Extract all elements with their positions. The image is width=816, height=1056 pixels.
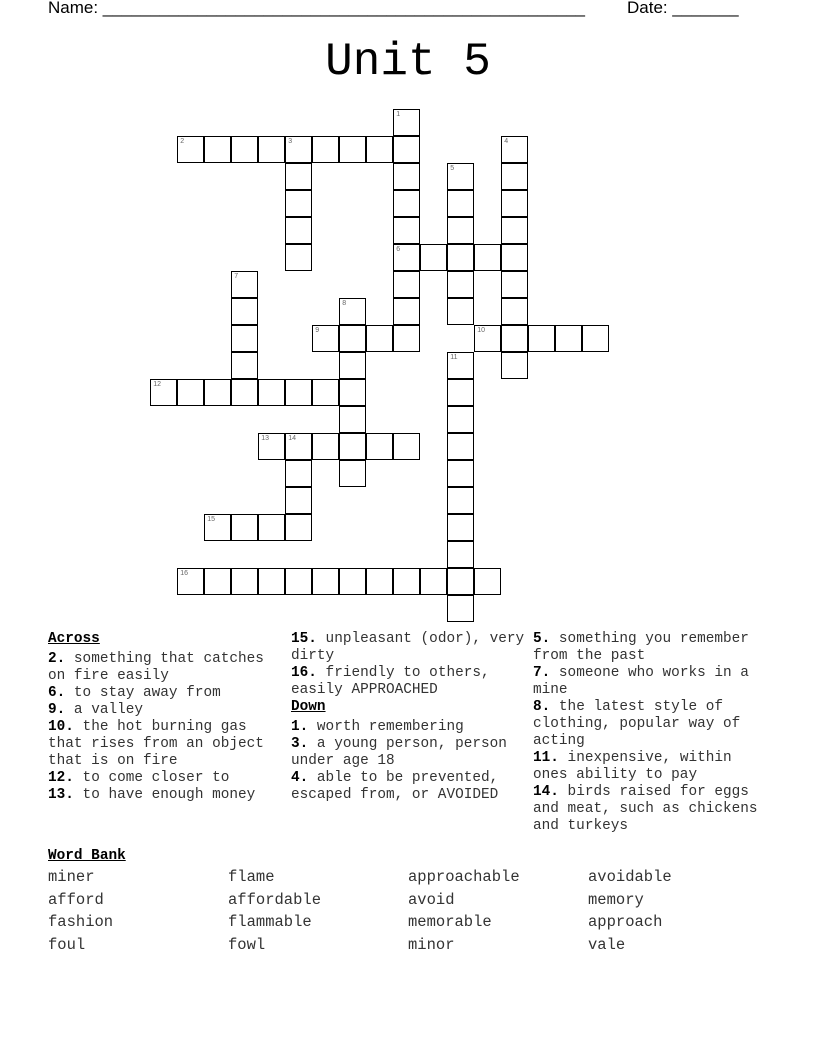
crossword-cell[interactable]: [474, 568, 501, 595]
crossword-cell[interactable]: [501, 244, 528, 271]
clue-number: 4: [504, 138, 509, 146]
crossword-cell[interactable]: [231, 136, 258, 163]
word-bank-item: fashion: [48, 913, 114, 932]
across-clue: 12. to come closer to: [48, 770, 230, 786]
crossword-cell[interactable]: [312, 568, 339, 595]
clue-number: 10: [477, 327, 486, 335]
down-clue: 8. the latest style of clothing, popular way of acting: [533, 699, 741, 749]
crossword-cell[interactable]: [447, 487, 474, 514]
crossword-cell[interactable]: [285, 460, 312, 487]
crossword-cell[interactable]: [204, 514, 231, 541]
down-clue: 1. worth remembering: [291, 719, 464, 735]
crossword-cell[interactable]: [501, 352, 528, 379]
crossword-cell[interactable]: [231, 325, 258, 352]
down-clue: 3. a young person, person under age 18: [291, 736, 507, 769]
crossword-cell[interactable]: [501, 136, 528, 163]
crossword-cell[interactable]: [447, 298, 474, 325]
crossword-cell[interactable]: [447, 595, 474, 622]
clues-column-3: [533, 631, 773, 835]
crossword-cell[interactable]: [501, 271, 528, 298]
crossword-cell[interactable]: [258, 433, 285, 460]
page-title: Unit 5: [325, 36, 491, 88]
down-clue: 11. inexpensive, within ones ability to pay: [533, 750, 732, 783]
clue-number: 15: [207, 516, 216, 524]
clue-number: 13: [261, 435, 270, 443]
across-clue: 2. something that catches on fire easily: [48, 651, 264, 684]
crossword-cell[interactable]: [204, 568, 231, 595]
crossword-cell[interactable]: [285, 244, 312, 271]
clue-number: 5: [450, 165, 455, 173]
crossword-cell[interactable]: [420, 244, 447, 271]
crossword-cell[interactable]: [312, 325, 339, 352]
word-bank-item: approach: [588, 913, 663, 932]
clues-column-1: [48, 631, 283, 804]
crossword-cell[interactable]: [339, 325, 366, 352]
crossword-cell[interactable]: [339, 352, 366, 379]
word-bank-item: miner: [48, 868, 95, 886]
crossword-cell[interactable]: [393, 109, 420, 136]
across-clue: 15. unpleasant (odor), very dirty: [291, 631, 525, 664]
crossword-cell[interactable]: [447, 163, 474, 190]
across-clue: 13. to have enough money: [48, 787, 256, 803]
crossword-cell[interactable]: [393, 298, 420, 325]
crossword-cell[interactable]: [555, 325, 582, 352]
word-bank-item: affordable: [228, 890, 322, 909]
crossword-cell[interactable]: [285, 217, 312, 244]
crossword-cell[interactable]: [393, 163, 420, 190]
clues-column-2: [291, 631, 526, 804]
crossword-cell[interactable]: [447, 190, 474, 217]
crossword-cell[interactable]: [258, 136, 285, 163]
crossword-cell[interactable]: [420, 568, 447, 595]
crossword-cell[interactable]: [231, 514, 258, 541]
crossword-cell[interactable]: [393, 244, 420, 271]
crossword-cell[interactable]: [177, 136, 204, 163]
crossword-cell[interactable]: [285, 514, 312, 541]
crossword-cell[interactable]: [312, 379, 339, 406]
crossword-cell[interactable]: [285, 379, 312, 406]
crossword-cell[interactable]: [231, 352, 258, 379]
clue-number: 1: [396, 111, 401, 119]
clue-number: 16: [180, 570, 189, 578]
down-clue: 7. someone who works in a mine: [533, 665, 749, 698]
crossword-cell[interactable]: [366, 136, 393, 163]
crossword-cell[interactable]: [501, 217, 528, 244]
crossword-cell[interactable]: [285, 568, 312, 595]
word-bank-item: flame: [228, 868, 275, 886]
down-clue: 5. something you remember from the past: [533, 631, 749, 664]
crossword-cell[interactable]: [447, 433, 474, 460]
crossword-cell[interactable]: [285, 487, 312, 514]
crossword-cell[interactable]: [447, 514, 474, 541]
word-bank-item: memory: [588, 890, 644, 909]
crossword-cell[interactable]: [501, 298, 528, 325]
crossword-cell[interactable]: [501, 190, 528, 217]
clue-number: 14: [288, 435, 297, 443]
word-bank-item: avoidable: [588, 868, 672, 886]
crossword-cell[interactable]: [339, 460, 366, 487]
crossword-cell[interactable]: [231, 298, 258, 325]
crossword-cell[interactable]: [582, 325, 609, 352]
crossword-cell[interactable]: [339, 136, 366, 163]
crossword-cell[interactable]: [393, 271, 420, 298]
word-bank-item: vale: [588, 936, 626, 955]
crossword-cell[interactable]: [447, 271, 474, 298]
crossword-cell[interactable]: [285, 190, 312, 217]
crossword-cell[interactable]: [447, 379, 474, 406]
crossword-cell[interactable]: [204, 379, 231, 406]
crossword-cell[interactable]: [285, 163, 312, 190]
crossword-cell[interactable]: [150, 379, 177, 406]
crossword-cell[interactable]: [285, 136, 312, 163]
crossword-cell[interactable]: [366, 433, 393, 460]
word-bank-item: flammable: [228, 913, 312, 932]
crossword-cell[interactable]: [366, 325, 393, 352]
crossword-cell[interactable]: [393, 325, 420, 352]
crossword-cell[interactable]: [339, 433, 366, 460]
crossword-cell[interactable]: [447, 406, 474, 433]
word-bank-item: afford: [48, 890, 104, 909]
word-bank-item: minor: [408, 936, 455, 955]
crossword-cell[interactable]: [312, 433, 339, 460]
crossword-cell[interactable]: [501, 163, 528, 190]
word-bank-item: approachable: [408, 868, 520, 886]
crossword-cell[interactable]: [204, 136, 231, 163]
down-heading: Down: [291, 699, 326, 715]
clue-number: 6: [396, 246, 401, 254]
crossword-cell[interactable]: [339, 379, 366, 406]
clue-number: 7: [234, 273, 239, 281]
crossword-cell[interactable]: [474, 325, 501, 352]
clue-number: 3: [288, 138, 293, 146]
crossword-cell[interactable]: [231, 271, 258, 298]
crossword-cell[interactable]: [393, 217, 420, 244]
crossword-cell[interactable]: [501, 325, 528, 352]
crossword-cell[interactable]: [258, 379, 285, 406]
clue-number: 2: [180, 138, 185, 146]
crossword-cell[interactable]: [528, 325, 555, 352]
across-clue: 9. a valley: [48, 702, 144, 718]
name-field-label: Name: ___________________________________________________: [48, 0, 585, 17]
word-bank-item: fowl: [228, 936, 266, 955]
crossword-cell[interactable]: [366, 568, 393, 595]
crossword-cell[interactable]: [447, 568, 474, 595]
across-heading: Across: [48, 631, 100, 647]
word-bank-title: Word Bank: [48, 848, 126, 864]
word-bank-item: foul: [48, 936, 86, 955]
down-clue: 4. able to be prevented, escaped from, or AVOIDED: [291, 770, 499, 803]
clue-number: 9: [315, 327, 320, 335]
crossword-cell[interactable]: [339, 406, 366, 433]
across-clue: 16. friendly to others, easily APPROACHED: [291, 665, 490, 698]
crossword-cell[interactable]: [393, 190, 420, 217]
crossword-cell[interactable]: [447, 541, 474, 568]
across-clue: 10. the hot burning gas that rises from an object that is on fire: [48, 719, 264, 769]
down-clue: 14. birds raised for eggs and meat, such as chickens and turkeys: [533, 784, 758, 834]
word-bank-item: avoid: [408, 890, 455, 909]
crossword-cell[interactable]: [447, 217, 474, 244]
crossword-cell[interactable]: [177, 568, 204, 595]
crossword-cell[interactable]: [474, 244, 501, 271]
crossword-cell[interactable]: [285, 433, 312, 460]
crossword-cell[interactable]: [231, 568, 258, 595]
crossword-cell[interactable]: [177, 379, 204, 406]
crossword-cell[interactable]: [447, 352, 474, 379]
crossword-cell[interactable]: [312, 136, 339, 163]
clue-number: 12: [153, 381, 162, 389]
word-bank-item: memorable: [408, 913, 492, 932]
crossword-cell[interactable]: [258, 568, 285, 595]
crossword-cell[interactable]: [258, 514, 285, 541]
crossword-cell[interactable]: [339, 298, 366, 325]
clue-number: 8: [342, 300, 347, 308]
crossword-cell[interactable]: [393, 136, 420, 163]
across-clue: 6. to stay away from: [48, 685, 221, 701]
crossword-cell[interactable]: [447, 244, 474, 271]
crossword-cell[interactable]: [393, 433, 420, 460]
clue-number: 11: [450, 354, 458, 362]
crossword-cell[interactable]: [447, 460, 474, 487]
crossword-cell[interactable]: [393, 568, 420, 595]
date-field-label: Date: _______: [627, 0, 739, 17]
crossword-cell[interactable]: [231, 379, 258, 406]
crossword-cell[interactable]: [339, 568, 366, 595]
